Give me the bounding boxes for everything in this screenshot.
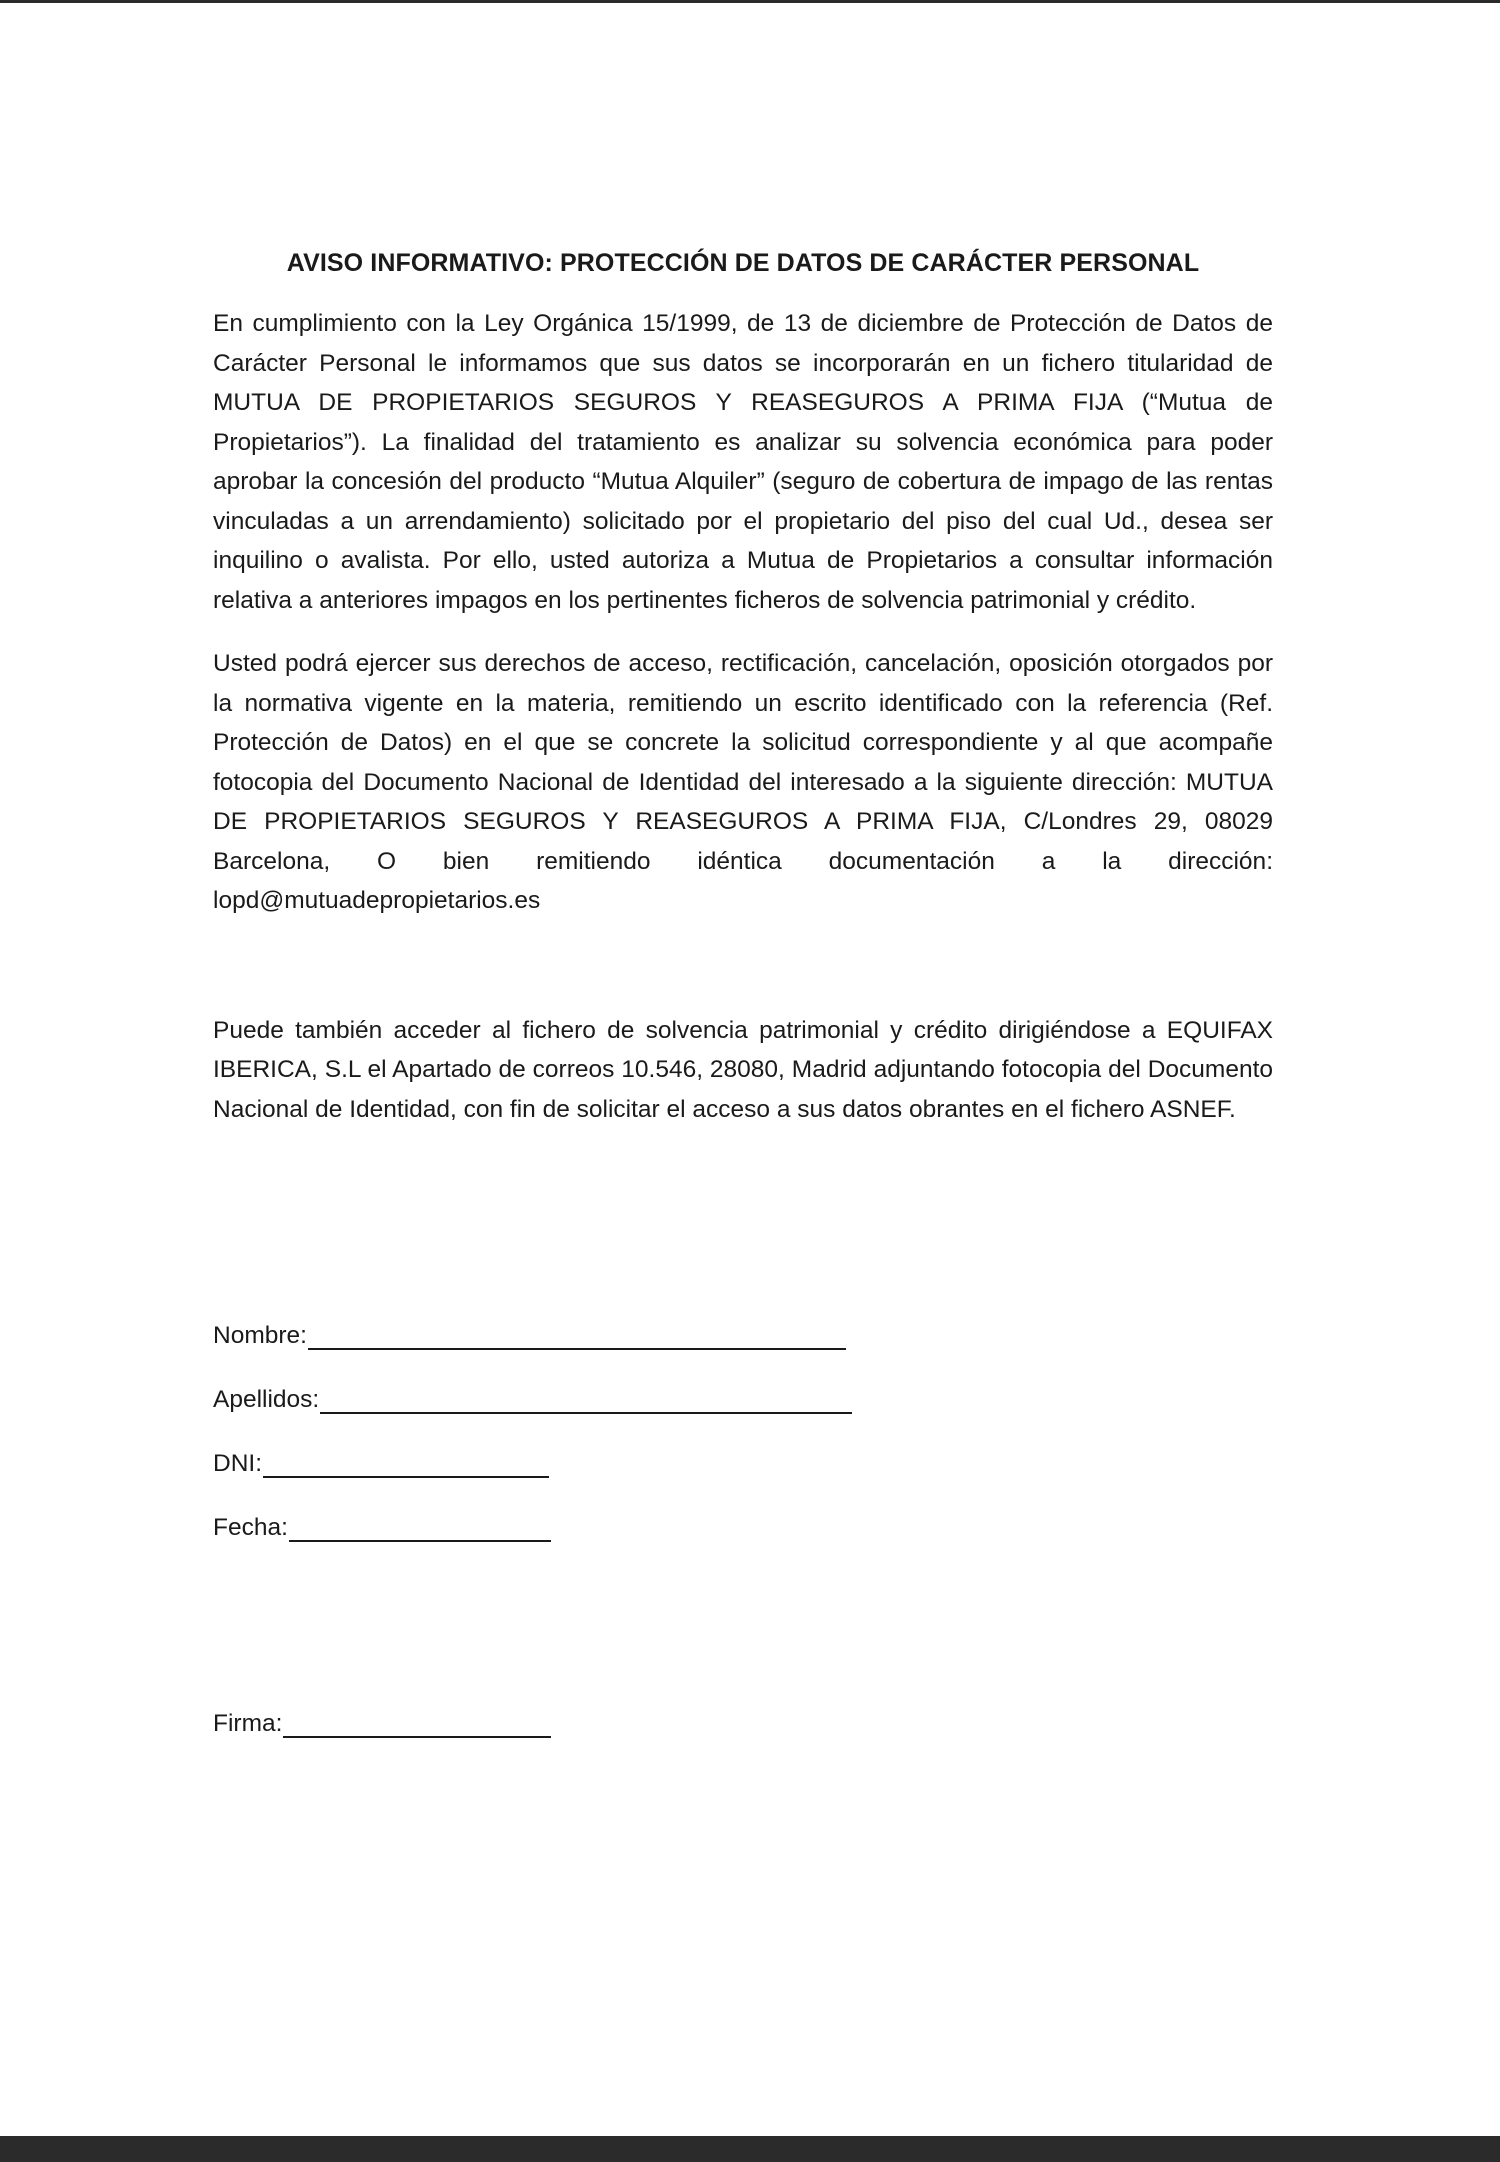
apellidos-field[interactable] — [213, 1386, 852, 1414]
dni-field[interactable] — [213, 1450, 549, 1478]
nombre-label: Nombre: — [213, 1322, 307, 1349]
document-title: AVISO INFORMATIVO: PROTECCIÓN DE DATOS DE CARÁCTER PERSONAL — [286, 249, 1200, 277]
apellidos-label: Apellidos: — [213, 1386, 320, 1413]
nombre-field[interactable] — [213, 1322, 846, 1350]
firma-label: Firma: — [213, 1710, 283, 1737]
nombre-line[interactable] — [308, 1322, 846, 1350]
dni-line[interactable] — [263, 1450, 549, 1478]
fecha-field[interactable] — [213, 1514, 551, 1542]
top-border — [0, 0, 1500, 3]
paragraph-data-processing: En cumplimiento con la Ley Orgánica 15/1999, de 13 de diciembre de Protección de Datos de Carácter Personal le informamos que sus datos se incorporarán en un fichero titularidad de MUTUA DE PROPIETARIOS SEGUROS Y REASEGUROS A PRIMA FIJA (“Mutua de Propietarios”). La finalidad del tratamiento es analizar su solvencia económica para poder aprobar la concesión del producto “Mutua Alquiler” (seguro de cobertura de impago de las rentas vinculadas a un arrendamiento) solicitado por el propietario del piso del cual Ud., desea ser inquilino o avalista. Por ello, usted autoriza a Mutua de Propietarios a consultar información relativa a anteriores impagos en los pertinentes ficheros de solvencia patrimonial y crédito. — [213, 310, 1273, 614]
document-body — [213, 246, 1273, 1129]
firma-field[interactable] — [213, 1710, 551, 1738]
firma-line[interactable] — [283, 1710, 551, 1738]
fecha-line[interactable] — [289, 1514, 551, 1542]
bottom-bar — [0, 2136, 1500, 2162]
paragraph-equifax: Puede también acceder al fichero de solvencia patrimonial y crédito dirigiéndose a EQUIFAX IBERICA, S.L el Apartado de correos 10.546, 28080, Madrid adjuntando fotocopia del Documento Nacional de Identidad, con fin de solicitar el acceso a sus datos obrantes en el fichero ASNEF. — [213, 1016, 1273, 1123]
apellidos-line[interactable] — [320, 1386, 852, 1414]
paragraph-rights: Usted podrá ejercer sus derechos de acceso, rectificación, cancelación, oposición otorgados por la normativa vigente en la materia, remitiendo un escrito identificado con la referencia (Ref. Protección de Datos) en el que se concrete la solicitud correspondiente y al que acompañe fotocopia del Documento Nacional de Identidad del interesado a la siguiente dirección: MUTUA DE PROPIETARIOS SEGUROS Y REASEGUROS A PRIMA FIJA, C/Londres 29, 08029 Barcelona, O bien remitiendo idéntica documentación a la dirección: lopd@mutuadepropietarios.es — [213, 650, 1273, 914]
dni-label: DNI: — [213, 1450, 262, 1477]
fecha-label: Fecha: — [213, 1514, 288, 1541]
